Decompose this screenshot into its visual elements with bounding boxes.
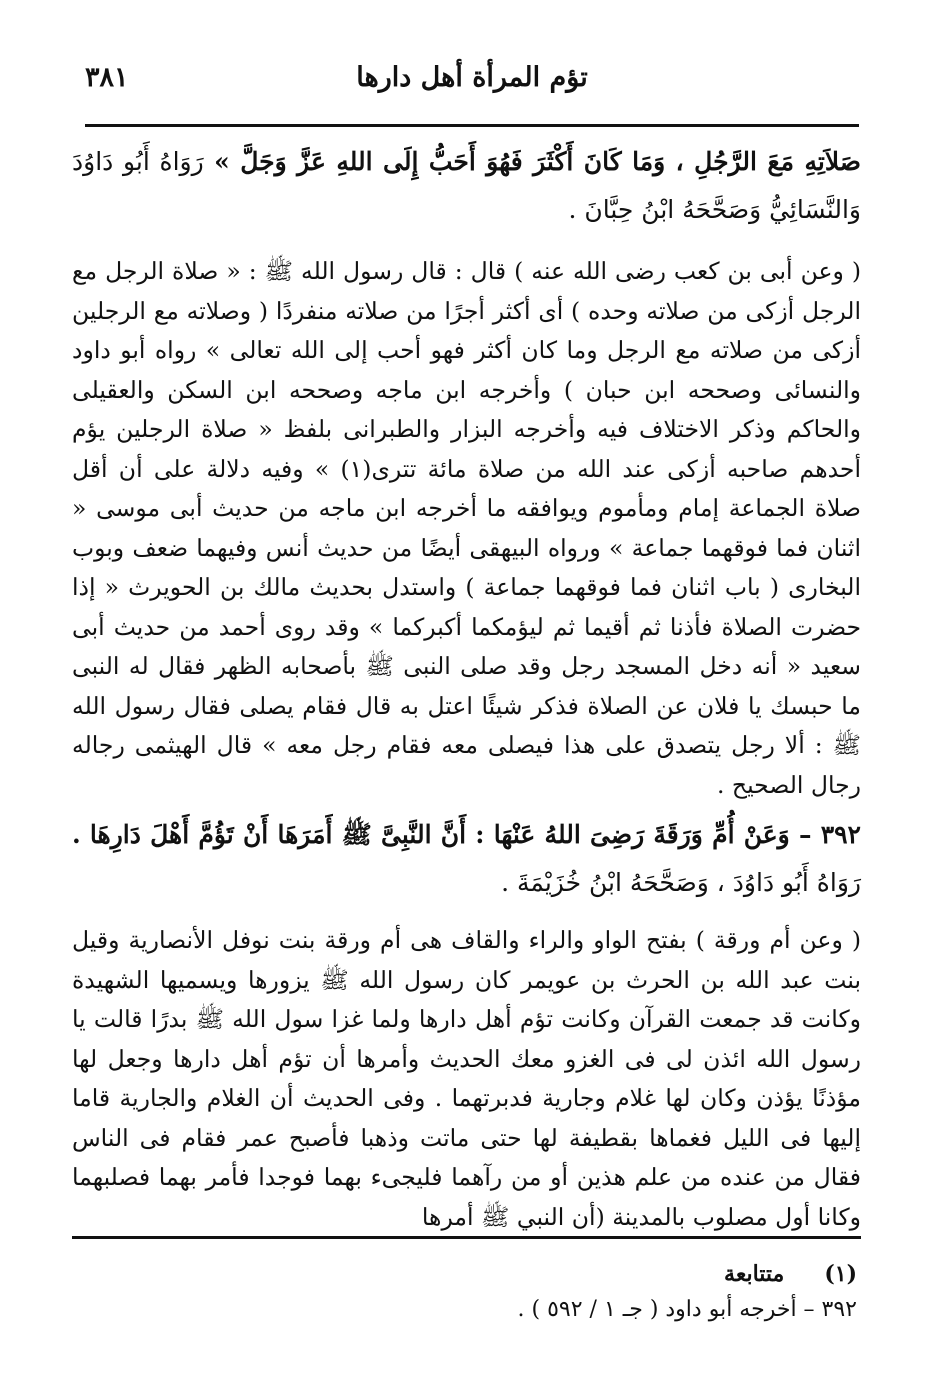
commentary-391: ( وعن أبى بن كعب رضى الله عنه ) قال : قال رسول الله ﷺ : « صلاة الرجل مع الرجل أزكى من صلاته وحده ) أى أكثر أجرًا من صلاته منفردًا ( وصلاته مع الرجلين أزكى من صلاته مع الرجل وما كان أكثر فهو أحب إلى الله تعالى » رواه أبو داود والنسائى وصححه ابن حبان ) وأخرجه ابن ماجه وصححه ابن السكن والعقيلى والحاكم وذكر الاختلاف فيه وأخرجه البزار والطبرانى بلفظ « صلاة الرجلين يؤم أحدهم صاحبه أزكى عند الله من صلاة مائة تترى(١) » وفيه دلالة على أن أقل صلاة الجماعة إمام ومأموم ويوافقه ما أخرجه ابن ماجه من حديث أبى موسى « اثنان فما فوقهما جماعة » ورواه البيهقى أيضًا من حديث أنس وفيهما ضعف وبوب البخارى ( باب اثنان فما فوقهما جماعة ) واستدل بحديث مالك بن الحويرث « إذا حضرت الصلاة فأذنا ثم أقيما ثم ليؤمكما أكبركما » وقد روى أحمد من حديث أبى سعيد « أنه دخل المسجد رجل وقد صلى النبى ﷺ بأصحابه الظهر فقال له النبى ما حبسك يا فلان عن الصلاة فذكر شيئًا اعتل به قال فقام يصلى فقال رسول الله ﷺ : ألا رجل يتصدق على هذا فيصلى معه فقام رجل معه » قال الهيثمى رجاله رجال الصحيح .	[72, 257, 861, 799]
hadith-392-source: رَوَاهُ أَبُو دَاوُدَ ، وَصَحَّحَهُ ابْنُ خُزَيْمَةَ .	[501, 868, 861, 897]
commentary-392: ( وعن أم ورقة ) بفتح الواو والراء والقاف هى أم ورقة بنت نوفل الأنصارية وقيل بنت عبد الله بن الحرث بن عويمر كان رسول الله ﷺ يزورها ويسميها الشهيدة وكانت قد جمعت القرآن وكانت تؤم أهل دارها ولما غزا سول الله ﷺ بدرًا قالت يا رسول الله ائذن لى فى الغزو معك الحديث وأمرها أن تؤم أهل دارها وجعل لها مؤذنًا يؤذن وكان لها غلام وجارية فدبرتهما . وفى الحديث أن الغلام والجارية قاما إليها فى الليل فغماها بقطيفة لها حتى ماتت وذهبا فأصبح عمر فقام فى الناس فقال من عنده من علم هذين أو من رآهما فليجىء بهما فوجدا فأمر بهما فصلبهما وكانا أول مصلوب بالمدينة (أن النبي ﷺ أمرها	[72, 926, 861, 1231]
footnote-392-reference: ٣٩٢ – أخرجه أبو داود ( جـ ١ / ٥٩٢ ) .	[517, 1297, 857, 1322]
header-rule	[85, 124, 859, 127]
page-body	[72, 138, 861, 1237]
running-title: تؤم المرأة أهل دارها	[356, 62, 588, 93]
page-number: ٣٨١	[85, 62, 129, 93]
footnotes	[72, 1256, 857, 1328]
hadith-391-source: رَوَاهُ أَبُو دَاوُدَ وَالنَّسَائِيُّ وَصَحَّحَهُ ابْنُ حِبَّانَ .	[72, 147, 861, 224]
hadith-392-text: ٣٩٢ – وَعَنْ أُمِّ وَرَقَةَ رَضِىَ اللهُ عَنْهَا : أَنَّ النَّبِىَّ ﷺ أَمَرَهَا أَنْ تَؤُمَّ أَهْلَ دَارِهَا .	[72, 820, 861, 849]
hadith-391-text: صَلاَتِهِ مَعَ الرَّجُلِ ، وَمَا كَانَ أَكْثَرَ فَهُوَ أَحَبُّ إِلَى اللهِ عَزَّ وَجَلَّ »	[203, 147, 862, 176]
footnote-1	[72, 1256, 857, 1292]
hadith-391-continuation	[72, 138, 861, 234]
footnote-1-text: متتابعة	[724, 1261, 785, 1287]
page-header	[85, 58, 859, 118]
footnote-1-number: (١)	[824, 1261, 857, 1287]
hadith-392	[72, 811, 861, 907]
footnote-rule	[72, 1236, 861, 1239]
